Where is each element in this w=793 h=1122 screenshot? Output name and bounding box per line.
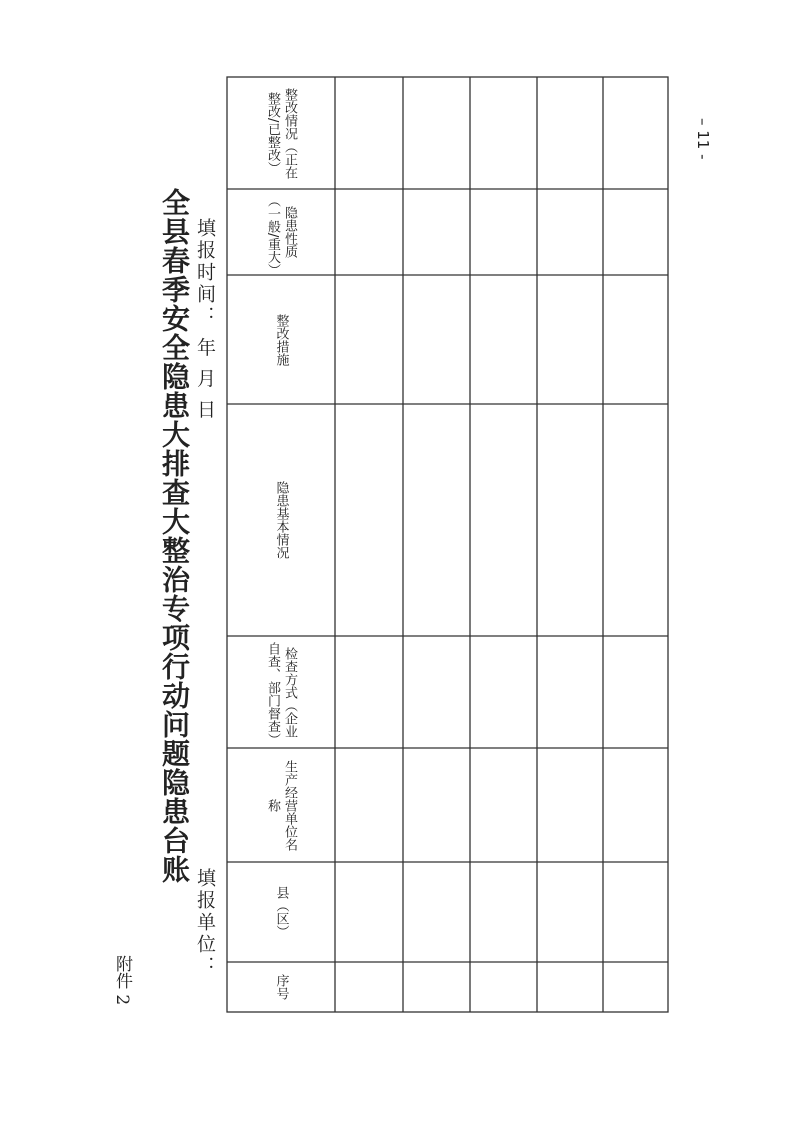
column-header-rectification-measures (227, 275, 335, 404)
table-row[interactable] (470, 77, 537, 1012)
table-row[interactable] (403, 77, 470, 1012)
table-row[interactable] (537, 77, 603, 1012)
column-header-company (227, 748, 335, 862)
column-header-hazard-level (227, 189, 335, 275)
column-header-label: 隐患基本情况 (273, 481, 289, 559)
fill-unit-label: 填报单位： (194, 868, 216, 978)
column-header-county (227, 862, 335, 962)
column-header-label: 序号 (273, 974, 289, 1000)
fill-time-label: 填报时间： 年 月 日 (194, 218, 216, 422)
column-header-label: 整改情况（正在整改/已整改） (265, 87, 297, 179)
column-header-hazard-details (227, 404, 335, 636)
page-number: – 11 - (694, 118, 712, 160)
table-row[interactable] (603, 77, 668, 1012)
annex-label: 附件 2 (112, 955, 132, 1006)
column-header-label: 生产经营单位名称 (265, 759, 297, 851)
column-header-rectification-status (227, 77, 335, 189)
column-header-label: 隐患性质（一般/重大） (265, 194, 297, 277)
column-header-label: 整改措施 (273, 313, 289, 366)
column-header-label: 检查方式（企业自查、部门督查） (265, 642, 297, 746)
column-header-label: 县（区） (273, 886, 289, 938)
table-row[interactable] (335, 77, 403, 1012)
column-header-serial (227, 962, 335, 1012)
page-title: 全县春季安全隐患大排查大整治专项行动问题隐患台账 (158, 188, 191, 884)
column-header-inspection-method (227, 636, 335, 748)
